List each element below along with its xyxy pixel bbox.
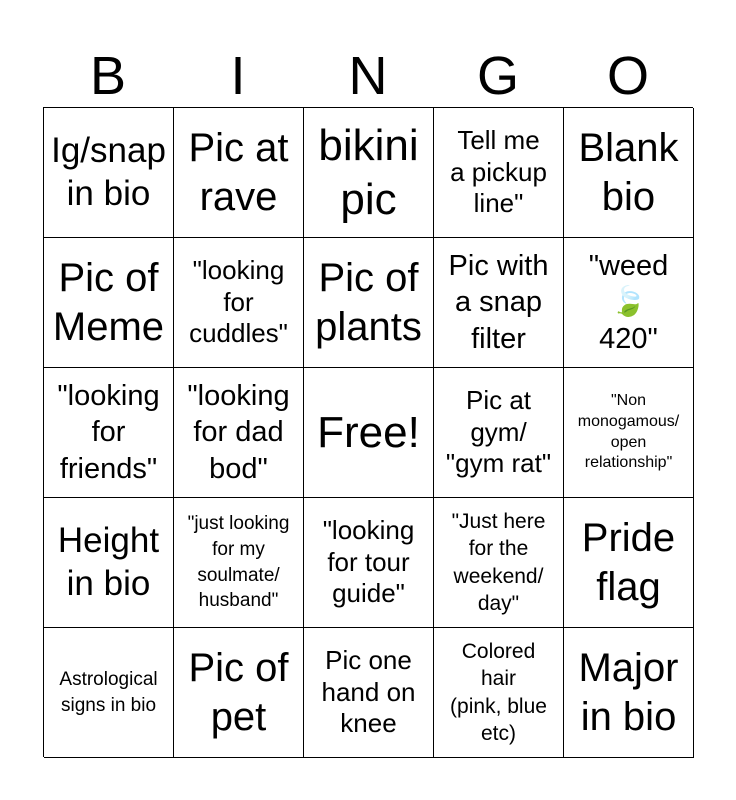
- bingo-cell-r1c3[interactable]: [304, 108, 434, 238]
- cell-label: Major in bio: [578, 645, 679, 739]
- cell-label: Pic of plants: [315, 255, 422, 349]
- bingo-cell-r4c1[interactable]: [44, 498, 174, 628]
- bingo-header: [43, 45, 693, 107]
- header-letter-g: G: [476, 46, 519, 106]
- header-letter-i: I: [230, 46, 246, 106]
- cell-label: Ig/snap in bio: [51, 130, 166, 213]
- cell-label: "looking for friends": [57, 380, 160, 485]
- bingo-cell-r2c2[interactable]: [174, 238, 304, 368]
- bingo-cell-r3c1[interactable]: [44, 368, 174, 498]
- cell-label: "looking for dad bod": [187, 380, 290, 485]
- bingo-cell-r1c4[interactable]: [434, 108, 564, 238]
- cell-label: Pic one hand on knee: [321, 644, 416, 739]
- bingo-cell-r5c5[interactable]: [564, 628, 694, 758]
- cell-label: Blank bio: [578, 125, 679, 219]
- cell-label: "looking for cuddles": [189, 254, 288, 349]
- bingo-cell-r2c3[interactable]: [304, 238, 434, 368]
- bingo-cell-r1c5[interactable]: [564, 108, 694, 238]
- header-letter-o: O: [606, 46, 649, 106]
- bingo-cell-r2c4[interactable]: [434, 238, 564, 368]
- bingo-cell-r5c2[interactable]: [174, 628, 304, 758]
- bingo-cell-r2c5[interactable]: [564, 238, 694, 368]
- cell-label: Tell me a pickup line": [450, 124, 547, 219]
- bingo-cell-r5c1[interactable]: [44, 628, 174, 758]
- bingo-cell-r4c3[interactable]: [304, 498, 434, 628]
- cell-label: Astrological signs in bio: [59, 668, 158, 716]
- bingo-cell-r3c2[interactable]: [174, 368, 304, 498]
- cell-label: Colored hair (pink, blue etc): [450, 639, 547, 745]
- cell-label: Pic of pet: [188, 645, 289, 739]
- cell-label: "Just here for the weekend/ day": [451, 509, 546, 615]
- bingo-cell-r3c4[interactable]: [434, 368, 564, 498]
- header-letter-b: B: [89, 46, 127, 106]
- bingo-cell-r4c2[interactable]: [174, 498, 304, 628]
- bingo-cell-r3c5[interactable]: [564, 368, 694, 498]
- header-letter-n: N: [348, 46, 388, 106]
- cell-label: Pic at gym/ "gym rat": [445, 384, 552, 479]
- cell-label: Height in bio: [57, 520, 160, 603]
- cell-label: Pride flag: [581, 515, 676, 609]
- cell-label: Pic of Meme: [52, 255, 165, 349]
- bingo-cell-r4c5[interactable]: [564, 498, 694, 628]
- cell-label: "Non monogamous/ open relationship": [577, 391, 680, 472]
- cell-label: Free!: [317, 407, 420, 457]
- bingo-cell-r3c3[interactable]: [304, 368, 434, 498]
- bingo-board: [43, 107, 693, 757]
- bingo-cell-r2c1[interactable]: [44, 238, 174, 368]
- bingo-cell-r1c1[interactable]: [44, 108, 174, 238]
- bingo-cell-r5c4[interactable]: [434, 628, 564, 758]
- cell-label: Pic at rave: [188, 125, 289, 219]
- bingo-cell-r5c3[interactable]: [304, 628, 434, 758]
- cell-label: "just looking for my soulmate/ husband": [187, 513, 290, 612]
- bingo-cell-r4c4[interactable]: [434, 498, 564, 628]
- bingo-cell-r1c2[interactable]: [174, 108, 304, 238]
- cell-label: bikini pic: [318, 120, 419, 224]
- cell-label: "weed 🍃 420": [588, 250, 669, 355]
- cell-label: Pic with a snap filter: [448, 250, 549, 355]
- cell-label: "looking for tour guide": [322, 514, 415, 609]
